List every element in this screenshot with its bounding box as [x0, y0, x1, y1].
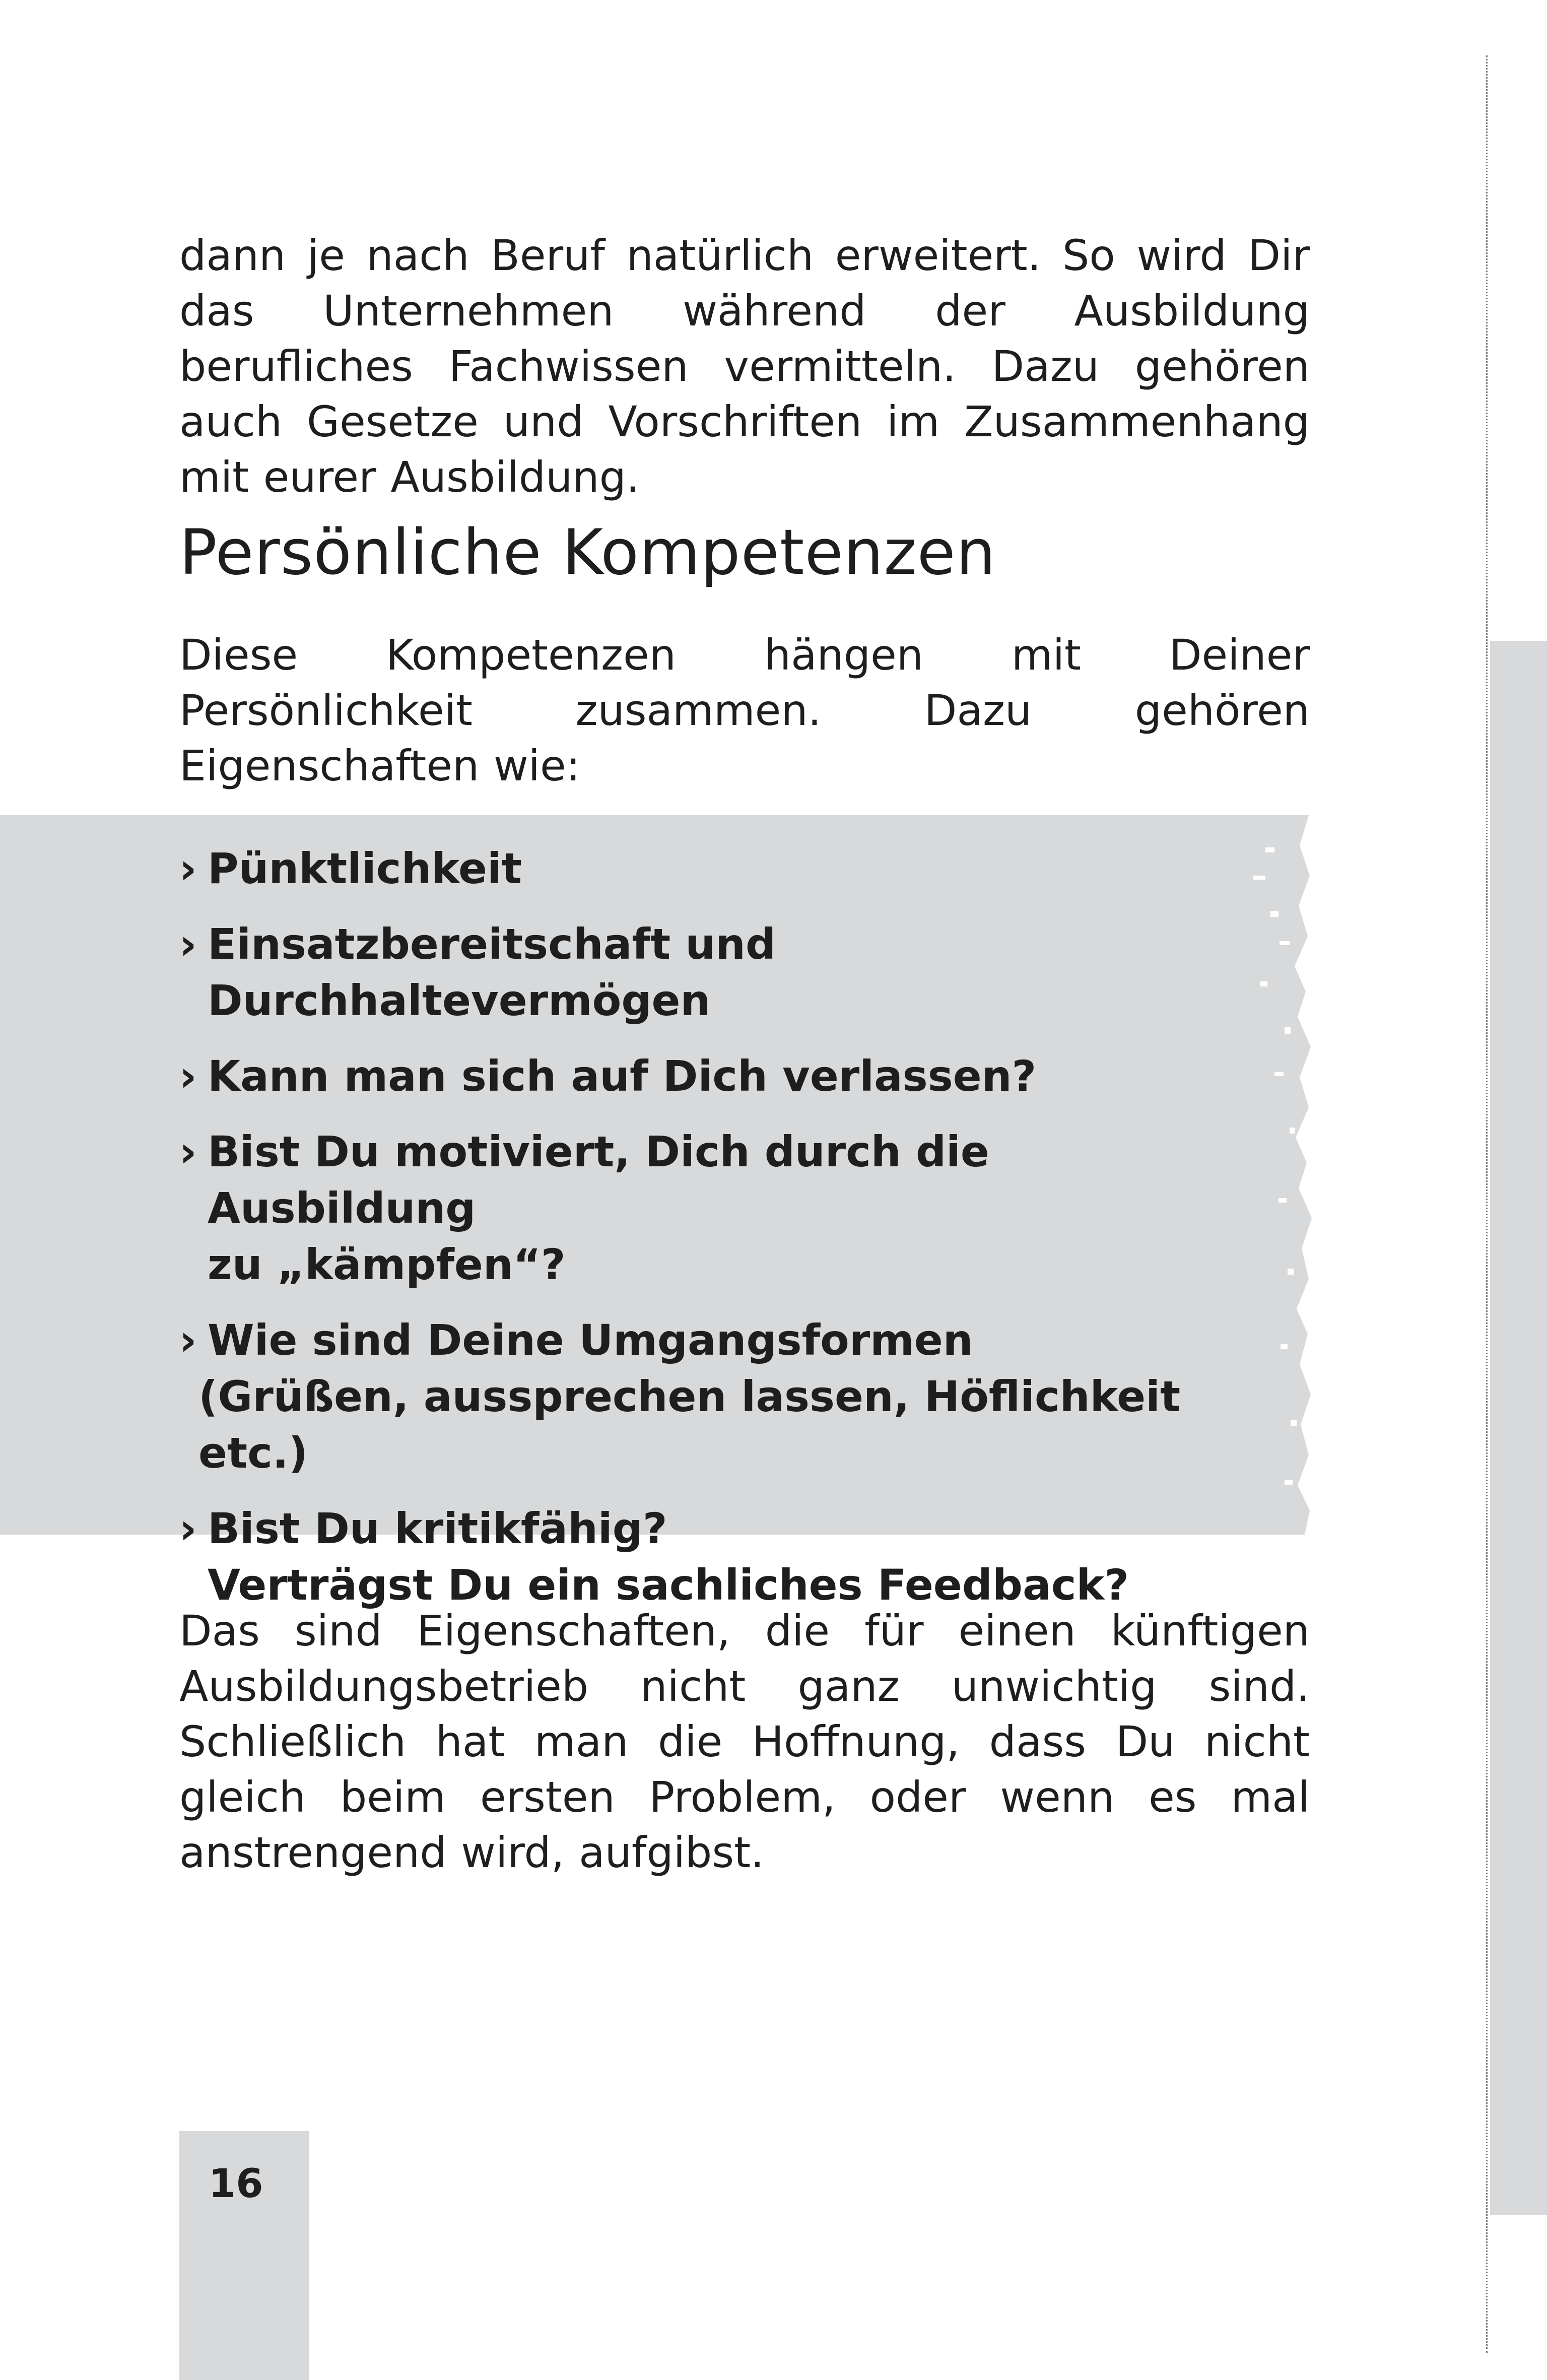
- competency-list: [179, 840, 1262, 1632]
- page-number: 16: [209, 2161, 263, 2207]
- chevron-right-icon: ›: [179, 1315, 197, 1365]
- top-paragraph: dann je nach Beruf natürlich erweitert. So wird Dir das Unternehmen während der Ausbildung berufliches Fachwissen vermitteln. Dazu gehören auch Gesetze und Vorschriften im Zusammenhang mit eurer Ausbildung.: [179, 231, 1310, 502]
- intro-paragraph: Diese Kompetenzen hängen mit Deiner Persönlichkeit zusammen. Dazu gehören Eigenschaften wie:: [179, 630, 1310, 790]
- chevron-right-icon: ›: [179, 1504, 197, 1553]
- list-item: [179, 1123, 1262, 1293]
- section-heading: Persönliche Kompetenzen: [179, 516, 996, 589]
- chevron-right-icon: ›: [179, 919, 197, 969]
- side-tab: [1490, 641, 1547, 2215]
- list-item-text: Pünktlichkeit: [208, 844, 522, 893]
- chevron-right-icon: ›: [179, 1051, 197, 1101]
- list-item-text: Bist Du motiviert, Dich durch die Ausbildung: [208, 1127, 989, 1233]
- list-item-text: Einsatzbereitschaft und Durchhaltevermögen: [208, 919, 776, 1025]
- bottom-paragraph: Das sind Eigenschaften, die für einen künftigen Ausbildungsbetrieb nicht ganz unwichtig sind. Schließlich hat man die Hoffnung, dass Du nicht gleich beim ersten Problem, oder wenn es mal anstrengend wird, aufgibst.: [179, 1606, 1310, 1877]
- list-item: [179, 840, 1262, 897]
- list-item: [179, 1048, 1262, 1104]
- list-item-continuation: Verträgst Du ein sachliches Feedback?: [208, 1560, 1129, 1610]
- chevron-right-icon: ›: [179, 1127, 197, 1176]
- trim-line: [1486, 55, 1488, 2353]
- list-item: [179, 1500, 1262, 1613]
- list-item-continuation: (Grüßen, aussprechen lassen, Höflichkeit etc.): [198, 1372, 1181, 1478]
- list-item-continuation: zu „kämpfen“?: [208, 1240, 566, 1289]
- chevron-right-icon: ›: [179, 844, 197, 893]
- list-item: [179, 916, 1262, 1029]
- list-item: [179, 1312, 1262, 1481]
- list-item-text: Wie sind Deine Umgangsformen: [208, 1315, 973, 1365]
- list-item-text: Bist Du kritikfähig?: [208, 1504, 667, 1553]
- list-item-text: Kann man sich auf Dich verlassen?: [208, 1051, 1037, 1101]
